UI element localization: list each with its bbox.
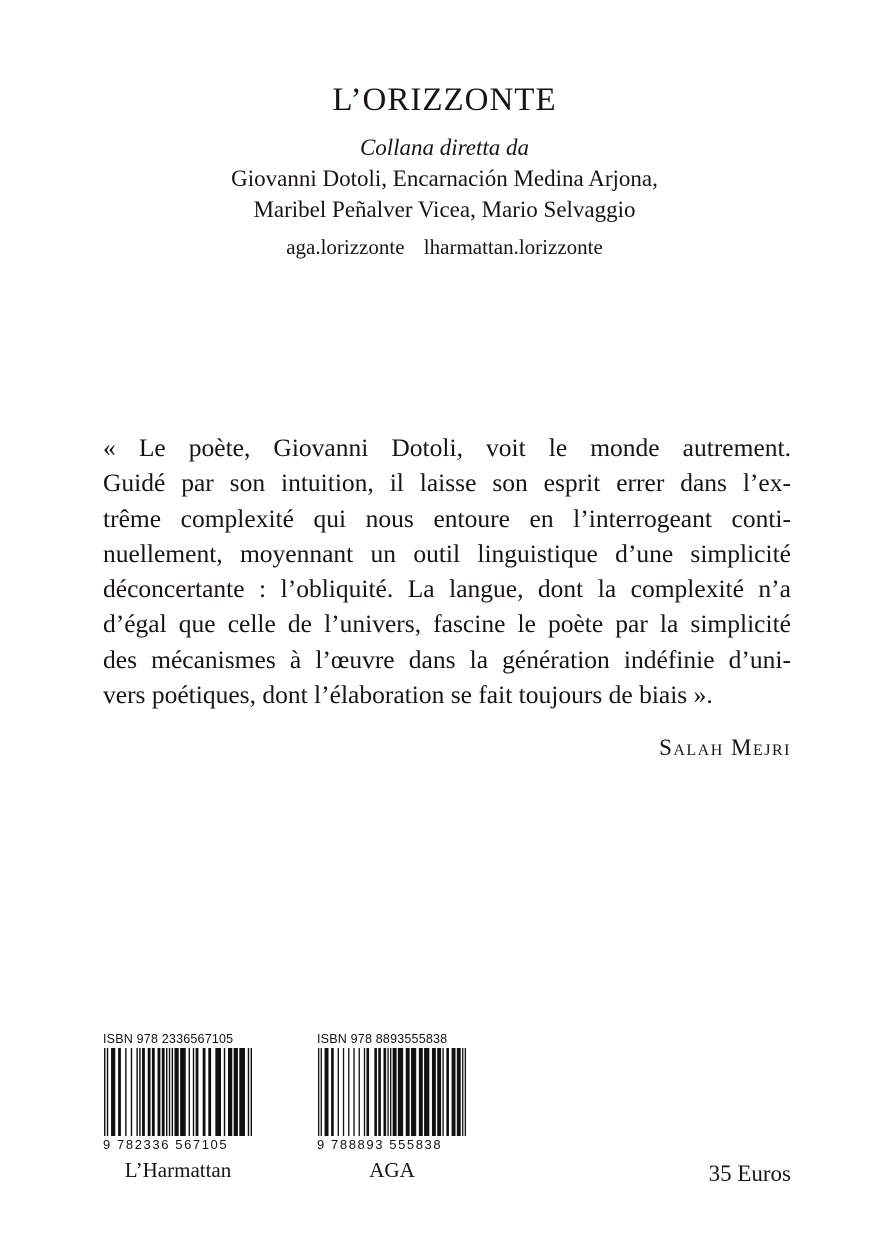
barcode-bar (353, 1048, 354, 1136)
quote-author: Salah Mejri (659, 735, 791, 760)
barcode-bar (390, 1048, 391, 1136)
barcode-bar (366, 1048, 369, 1136)
barcode-bar (383, 1048, 386, 1136)
quote-line: vers poétiques, dont l’élaboration se fait toujours de biais ». (103, 680, 713, 710)
barcode-bar (411, 1048, 416, 1136)
barcode-bar (148, 1048, 151, 1136)
barcode-bar (136, 1048, 137, 1136)
barcode-bar (374, 1048, 377, 1136)
barcode-bar (364, 1048, 365, 1136)
barcode-bar (142, 1048, 145, 1136)
barcode-bar (180, 1048, 186, 1136)
editors-line-1: Giovanni Dotoli, Encarnación Medina Arjona, (231, 166, 658, 191)
barcode-bar (189, 1048, 190, 1136)
series-subtitle: Collana diretta da (359, 135, 530, 160)
barcode-bar (393, 1048, 397, 1136)
barcode-bar (239, 1048, 245, 1136)
barcode-bar (228, 1048, 232, 1136)
link-aga: aga.lorizzonte (286, 235, 405, 259)
price: 35 Euros (708, 1161, 791, 1186)
barcode-bar (172, 1048, 173, 1136)
barcode-bar (158, 1048, 161, 1136)
barcode-bar (174, 1048, 178, 1136)
barcode-bar (457, 1048, 461, 1136)
barcode-harmattan (103, 1032, 253, 1183)
back-cover-quote (103, 430, 791, 712)
barcode-bar (111, 1048, 115, 1136)
barcode-bar (215, 1048, 221, 1136)
barcode-bar (162, 1048, 165, 1136)
barcode-bar (248, 1048, 249, 1136)
isbn-label: ISBN 978 8893555838 (317, 1032, 448, 1046)
series-title: L’ORIZZONTE (332, 82, 557, 118)
barcode-bar (442, 1048, 443, 1136)
barcode-bar (343, 1048, 344, 1136)
quote-line: trême complexité qui nous entoure en l’interrogeant conti- (103, 503, 791, 533)
barcode-bar (208, 1048, 211, 1136)
barcode-bar (387, 1048, 388, 1136)
barcode-bar (166, 1048, 167, 1136)
quote-line: « Le poète, Giovanni Dotoli, voit le monde autrement. (103, 433, 791, 462)
barcode-bar (419, 1048, 423, 1136)
isbn-digits: 9 782336 567105 (103, 1137, 229, 1152)
barcode-bar (251, 1048, 252, 1136)
barcode-bars (103, 1048, 253, 1136)
barcode-bars (317, 1048, 467, 1136)
barcode-bar (432, 1048, 436, 1136)
barcode-bar (437, 1048, 441, 1136)
barcode-bar (152, 1048, 155, 1136)
barcode-bar (348, 1048, 349, 1136)
barcode-bar (139, 1048, 140, 1136)
isbn-label: ISBN 978 2336567105 (103, 1032, 234, 1046)
barcode-bar (338, 1048, 339, 1136)
barcode-bar (203, 1048, 206, 1136)
barcode-bar (321, 1048, 322, 1136)
series-header (0, 82, 889, 260)
publisher-label: L’Harmattan (124, 1158, 232, 1182)
barcode-bar (125, 1048, 126, 1136)
barcode-bar (318, 1048, 319, 1136)
barcode-bar (465, 1048, 466, 1136)
barcode-bar (169, 1048, 170, 1136)
link-lharmattan: lharmattan.lorizzonte (423, 235, 603, 259)
barcode-bar (331, 1048, 334, 1136)
barcode-bar (462, 1048, 463, 1136)
barcode-bar (325, 1048, 329, 1136)
barcode-bar (452, 1048, 456, 1136)
barcode-bar (107, 1048, 108, 1136)
quote-line: Guidé par son intuition, il laisse son esprit errer dans l’ex- (103, 468, 791, 498)
barcode-bar (193, 1048, 194, 1136)
barcode-bar (424, 1048, 429, 1136)
editors-line-2: Maribel Peñalver Vicea, Mario Selvaggio (253, 197, 636, 222)
barcode-bar (131, 1048, 132, 1136)
barcode-bar (196, 1048, 199, 1136)
barcode-bar (104, 1048, 105, 1136)
barcode-bar (224, 1048, 225, 1136)
barcode-bar (118, 1048, 121, 1136)
barcode-bar (378, 1048, 381, 1136)
barcode-bar (398, 1048, 403, 1136)
barcode-bar (406, 1048, 410, 1136)
quote-line: des mécanismes à l’œuvre dans la génération indéfinie d’uni- (103, 644, 791, 674)
barcode-bar (234, 1048, 238, 1136)
isbn-digits: 9 788893 555838 (317, 1137, 443, 1152)
quote-line: nuellement, moyennant un outil linguistique d’une simplicité (103, 538, 791, 568)
series-links (0, 235, 889, 260)
barcode-bar (446, 1048, 449, 1136)
barcode-bar (359, 1048, 360, 1136)
quote-line: d’égal que celle de l’univers, fascine le poète par la simplicité (103, 609, 791, 639)
quote-line: déconcertante : l’obliquité. La langue, dont la complexité n’a (103, 574, 791, 604)
barcode-aga (317, 1032, 467, 1183)
publisher-label: AGA (369, 1158, 415, 1182)
